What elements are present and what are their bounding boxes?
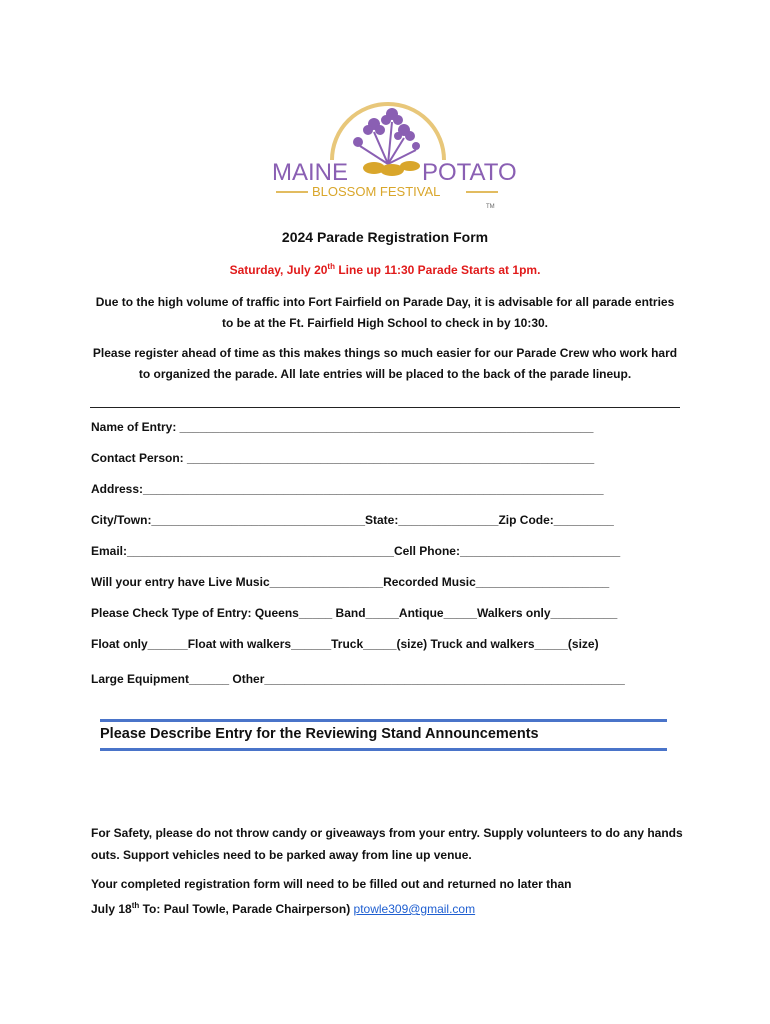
entry-type-field[interactable]: Please Check Type of Entry: Queens_____ Band_____Antique_____Walkers only__________ [91,606,618,620]
section-bottom-rule [100,748,667,751]
contact-person-field[interactable]: Contact Person: _____________________________________________________________ [91,451,595,465]
return-address-line [91,895,691,920]
announcement-section-heading: Please Describe Entry for the Reviewing Stand Announcements [100,726,539,742]
section-top-rule [100,719,667,722]
checkin-notice: Due to the high volume of traffic into Fort Fairfield on Parade Day, it is advisable for all parade entries to be at the Ft. Fairfield High School to check in by 10:30. [95,295,675,330]
return-deadline-text: Your completed registration form will need to be filled out and returned no later than [91,877,572,891]
email-phone-field[interactable]: Email:________________________________________Cell Phone:________________________ [91,544,621,558]
equipment-other-field[interactable]: Large Equipment______ Other______________________________________________________ [91,672,625,686]
return-date-suffix: th [131,901,140,910]
festival-logo [270,96,517,210]
logo-trademark: TM [486,204,495,210]
event-date-suffix: th [327,262,335,271]
return-instructions [91,873,691,920]
return-recipient: To: Paul Towle, Parade Chairperson) [139,902,354,916]
float-truck-field[interactable]: Float only______Float with walkers______Truck_____(size) Truck and walkers_____(size) [91,637,599,651]
event-times: Line up 11:30 Parade Starts at 1pm. [334,263,541,277]
event-date-text: Saturday, July 20 [229,263,328,277]
logo-word-maine: MAINE [272,159,349,186]
festival-logo-graphic [270,96,517,210]
contact-email-link[interactable]: ptowle309@gmail.com [353,902,476,916]
header-divider [90,407,680,408]
address-field[interactable]: Address:_____________________________________________________________________ [91,482,604,496]
logo-word-potato: POTATO [422,159,517,186]
safety-notice: For Safety, please do not throw candy or giveaways from your entry. Supply volunteers to do any hands outs. Support vehicles need to be parked away from line up venue. [91,826,683,862]
logo-subtitle: BLOSSOM FESTIVAL [312,184,441,199]
name-of-entry-field[interactable]: Name of Entry: ______________________________________________________________ [91,420,594,434]
register-ahead-notice: Please register ahead of time as this makes things so much easier for our Parade Crew who work hard to organized the parade. All late entries will be placed to the back of the parade lineup. [92,346,678,381]
city-state-zip-field[interactable]: City/Town:________________________________State:_______________Zip Code:_________ [91,513,614,527]
event-date-line [0,262,770,277]
music-field[interactable]: Will your entry have Live Music_________________Recorded Music____________________ [91,575,610,589]
form-title: 2024 Parade Registration Form [281,229,489,245]
return-date: July 18 [91,902,132,916]
